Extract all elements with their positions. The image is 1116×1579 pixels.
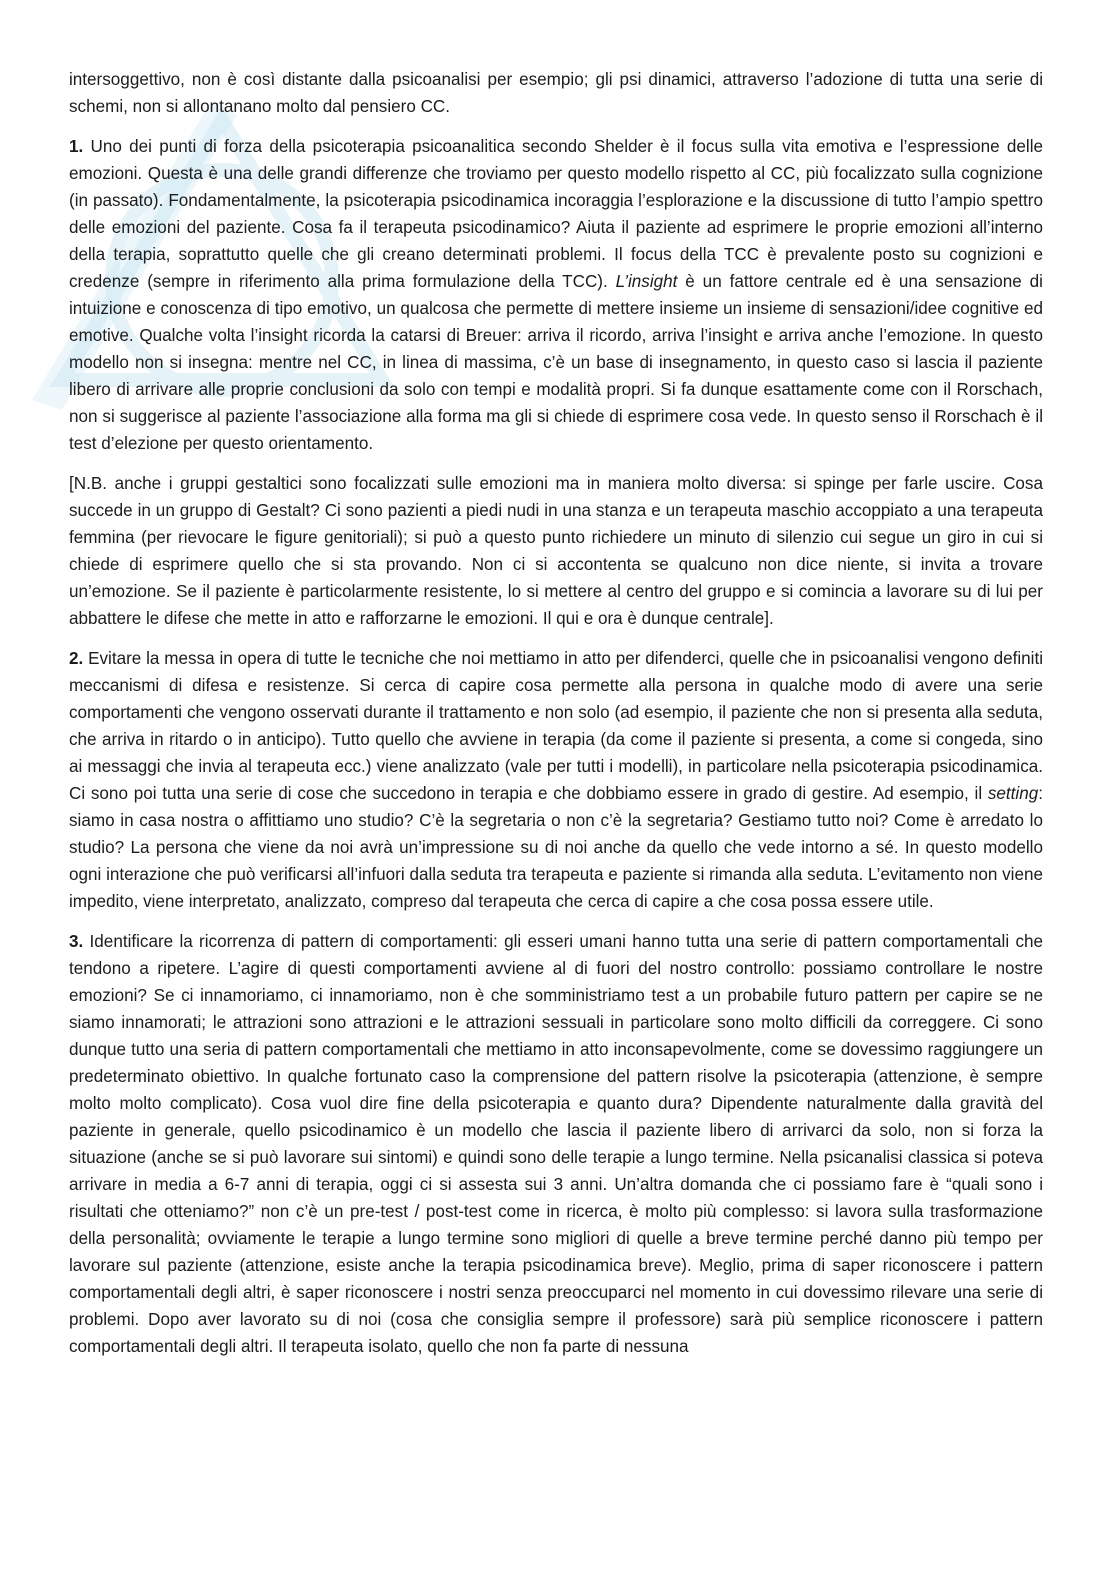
point-1-number: 1. (69, 137, 84, 156)
point-2-text-a: Evitare la messa in opera di tutte le tecniche che noi mettiamo in atto per difenderci, quelle che in psicoanalisi vengono definiti meccanismi di difesa e resistenze. Si cerca di capire cosa permette alla persona in qualche modo di avere una serie comportamenti che vengono osservati durante il trattamento e non solo (ad esempio, il paziente che non si presenta alla seduta, che arriva in ritardo o in anticipo). Tutto quello che avviene in terapia (da come il paziente si presenta, a come si congeda, sino ai messaggi che invia al terapeuta ecc.) viene analizzato (vale per tutti i modelli), in particolare nella psicoterapia psicodinamica. Ci sono poi tutta una serie di cose che succedono in terapia e che dobbiamo essere in grado di gestire. Ad esempio, il (69, 649, 1043, 803)
point-2-number: 2. (69, 649, 84, 668)
point-2-text-b: : siamo in casa nostra o affittiamo uno studio? C’è la segretaria o non c’è la segretaria? Gestiamo tutto noi? Come è arredato lo studio? La persona che viene da noi avrà un’impressione su di noi anche da quello che vede intorno a sé. In questo modello ogni interazione che può verificarsi all’infuori dalla seduta tra terapeuta e paziente si rimanda alla seduta. L’evitamento non viene impedito, viene interpretato, analizzato, compreso dal terapeuta che cerca di capire a che cosa possa essere utile. (69, 784, 1043, 911)
intro-paragraph (69, 66, 1043, 120)
point-1-text-b: è un fattore centrale ed è una sensazione di intuizione e conoscenza di tipo emotivo, un qualcosa che permette di mettere insieme un insieme di sensazioni/idee cognitive ed emotive. Qualche volta l’insight ricorda la catarsi di Breuer: arriva il ricordo, arriva l’insight e arriva anche l’emozione. In questo modello non si insegna: mentre nel CC, in linea di massima, c’è un base di insegnamento, in questo caso si lascia il paziente libero di arrivare alle proprie conclusioni da solo con tempi e modalità propri. Si fa dunque esattamente come con il Rorschach, non si suggerisce al paziente l’associazione alla forma ma gli si chiede di esprimere cosa vede. In questo senso il Rorschach è il test d’elezione per questo orientamento. (69, 272, 1043, 453)
point-3-number: 3. (69, 932, 84, 951)
point-1-paragraph (69, 133, 1043, 457)
document-page (69, 66, 1043, 1373)
intro-text: intersoggettivo, non è così distante dalla psicoanalisi per esempio; gli psi dinamici, attraverso l’adozione di tutta una serie di schemi, non si allontanano molto dal pensiero CC. (69, 70, 1043, 116)
note-text: [N.B. anche i gruppi gestaltici sono focalizzati sulle emozioni ma in maniera molto diversa: si spinge per farle uscire. Cosa succede in un gruppo di Gestalt? Ci sono pazienti a piedi nudi in una stanza e un terapeuta maschio accoppiato a una terapeuta femmina (per rievocare le figure genitoriali); si può a questo punto richiedere un minuto di silenzio cui segue un giro in cui si chiede di esprimere quello che si sta provando. Non ci si accontenta se qualcuno non dice niente, si invita a trovare un’emozione. Se il paziente è particolarmente resistente, lo si mettere al centro del gruppo e si comincia a lavorare su di lui per abbattere le difese che mette in atto e rafforzarne le emozioni. Il qui e ora è dunque centrale]. (69, 474, 1043, 628)
point-2-paragraph (69, 645, 1043, 915)
insight-term: L’insight (615, 272, 678, 291)
point-3-text: Identificare la ricorrenza di pattern di comportamenti: gli esseri umani hanno tutta una serie di pattern comportamentali che tendono a ripetere. L’agire di questi comportamenti avviene al di fuori del nostro controllo: possiamo controllare le nostre emozioni? Se ci innamoriamo, ci innamoriamo, non è che somministriamo test a un probabile futuro pattern per capire se ne siamo innamorati; le attrazioni sono attrazioni e le attrazioni sessuali in particolare sono molto difficili da correggere. Ci sono dunque tutto una seria di pattern comportamentali che mettiamo in atto inconsapevolmente, come se dovessimo raggiungere un predeterminato obiettivo. In qualche fortunato caso la comprensione del pattern risolve la psicoterapia (attenzione, è sempre molto molto complicato). Cosa vuol dire fine della psicoterapia e quanto dura? Dipendente naturalmente dalla gravità del paziente in generale, quello psicodinamico è un modello che lascia il paziente libero di arrivarci da solo, non si forza la situazione (anche se si può lavorare sui sintomi) e quindi sono delle terapie a lungo termine. Nella psicanalisi classica si poteva arrivare in media a 6-7 anni di terapia, oggi ci si assesta sui 3 anni. Un’altra domanda che ci possiamo fare è “quali sono i risultati che otteniamo?” non c’è un pre-test / post-test come in ricerca, è molto più complesso: si lavora sulla trasformazione della personalità; ovviamente le terapie a lungo termine sono migliori di quelle a breve termine perché danno più tempo per lavorare sul paziente (attenzione, esiste anche la terapia psicodinamica breve). Meglio, prima di saper riconoscere i pattern comportamentali degli altri, è saper riconoscere i nostri senza preoccuparci nel momento in cui dovessimo rilevare una serie di problemi. Dopo aver lavorato su di noi (cosa che consiglia sempre il professore) sarà più semplice riconoscere i pattern comportamentali degli altri. Il terapeuta isolato, quello che non fa parte di nessuna (69, 932, 1043, 1356)
setting-term: setting (987, 784, 1039, 803)
point-1-text-a: Uno dei punti di forza della psicoterapia psicoanalitica secondo Shelder è il focus sulla vita emotiva e l’espressione delle emozioni. Questa è una delle grandi differenze che troviamo per questo modello rispetto al CC, più focalizzato sulla cognizione (in passato). Fondamentalmente, la psicoterapia psicodinamica incoraggia l’esplorazione e la discussione di tutto l’ampio spettro delle emozioni del paziente. Cosa fa il terapeuta psicodinamico? Aiuta il paziente ad esprimere le proprie emozioni all’interno della terapia, soprattutto quelle che gli creano determinati problemi. Il focus della TCC è prevalente posto su cognizioni e credenze (sempre in riferimento alla prima formulazione della TCC). (69, 137, 1043, 291)
point-3-paragraph (69, 928, 1043, 1360)
note-paragraph (69, 470, 1043, 632)
